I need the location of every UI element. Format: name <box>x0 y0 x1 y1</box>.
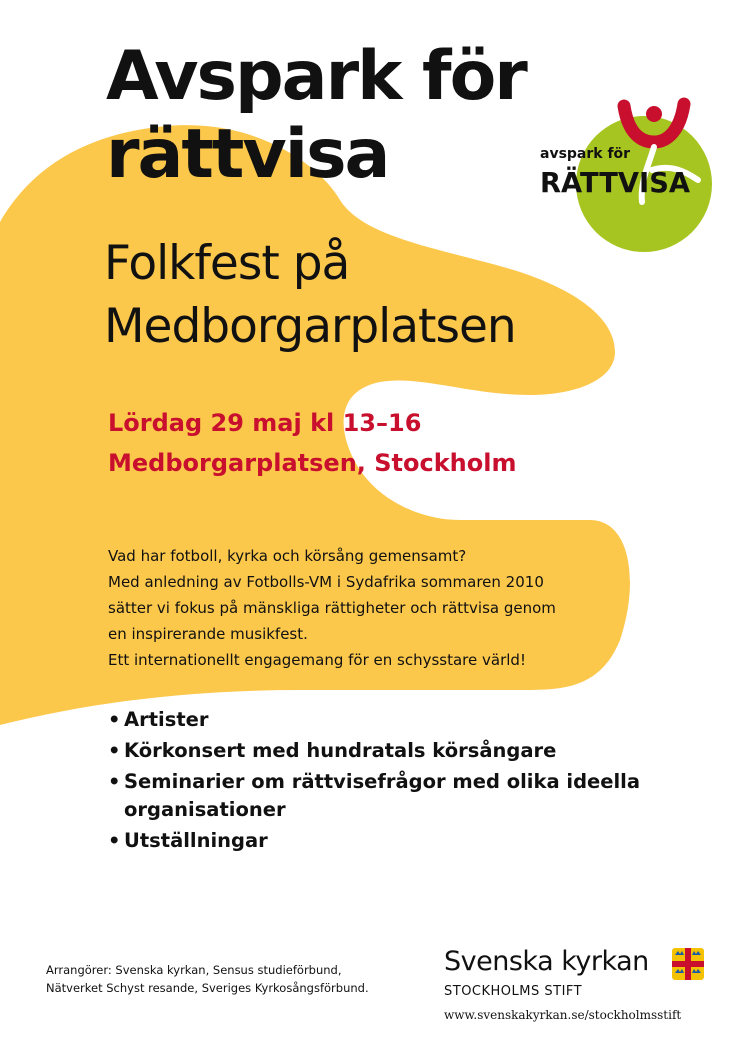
intro-line: sätter vi fokus på mänskliga rättigheter och rättvisa genom <box>108 599 556 617</box>
subtitle-line: Folkfest på <box>104 236 350 291</box>
poster-subtitle <box>104 232 516 358</box>
logo-main-text: RÄTTVISA <box>540 166 694 199</box>
website-link[interactable]: www.svenskakyrkan.se/stockholmsstift <box>444 1008 682 1022</box>
poster-title <box>106 38 526 194</box>
logo-top-text: avspark för <box>540 146 631 162</box>
football-player-icon <box>536 92 716 262</box>
church-name: Svenska kyrkan <box>444 946 649 977</box>
intro-line: Med anledning av Fotbolls-VM i Sydafrika sommaren 2010 <box>108 573 544 591</box>
organizers-line: Arrangörer: Svenska kyrkan, Sensus studieförbund, <box>46 963 342 977</box>
event-place: Medborgarplatsen, Stockholm <box>108 449 517 477</box>
intro-line: Vad har fotboll, kyrka och körsång gemensamt? <box>108 547 467 565</box>
program-list <box>108 706 648 858</box>
subtitle-line: Medborgarplatsen <box>104 299 516 354</box>
intro-line: Ett internationellt engagemang för en schysstare värld! <box>108 651 526 669</box>
program-item: • Artister <box>108 706 648 734</box>
title-line: Avspark för <box>106 37 526 116</box>
organizers-text <box>46 961 369 997</box>
avspark-logo <box>536 92 716 262</box>
cross-crown-icon <box>670 946 706 982</box>
organizers-line: Nätverket Schyst resande, Sveriges Kyrkosångsförbund. <box>46 981 369 995</box>
intro-line: en inspirerande musikfest. <box>108 625 308 643</box>
intro-paragraph <box>108 543 668 673</box>
diocese-name: STOCKHOLMS STIFT <box>444 984 583 999</box>
title-line: rättvisa <box>106 115 389 194</box>
event-date: Lördag 29 maj kl 13–16 <box>108 409 422 437</box>
program-item: • Utställningar <box>108 827 648 855</box>
event-when-where <box>108 403 517 483</box>
program-item: • Körkonsert med hundratals körsångare <box>108 737 648 765</box>
program-item: • Seminarier om rättvisefrågor med olika ideella organisationer <box>108 768 648 824</box>
logo-player-head <box>646 106 662 122</box>
cross-horizontal <box>672 961 704 967</box>
